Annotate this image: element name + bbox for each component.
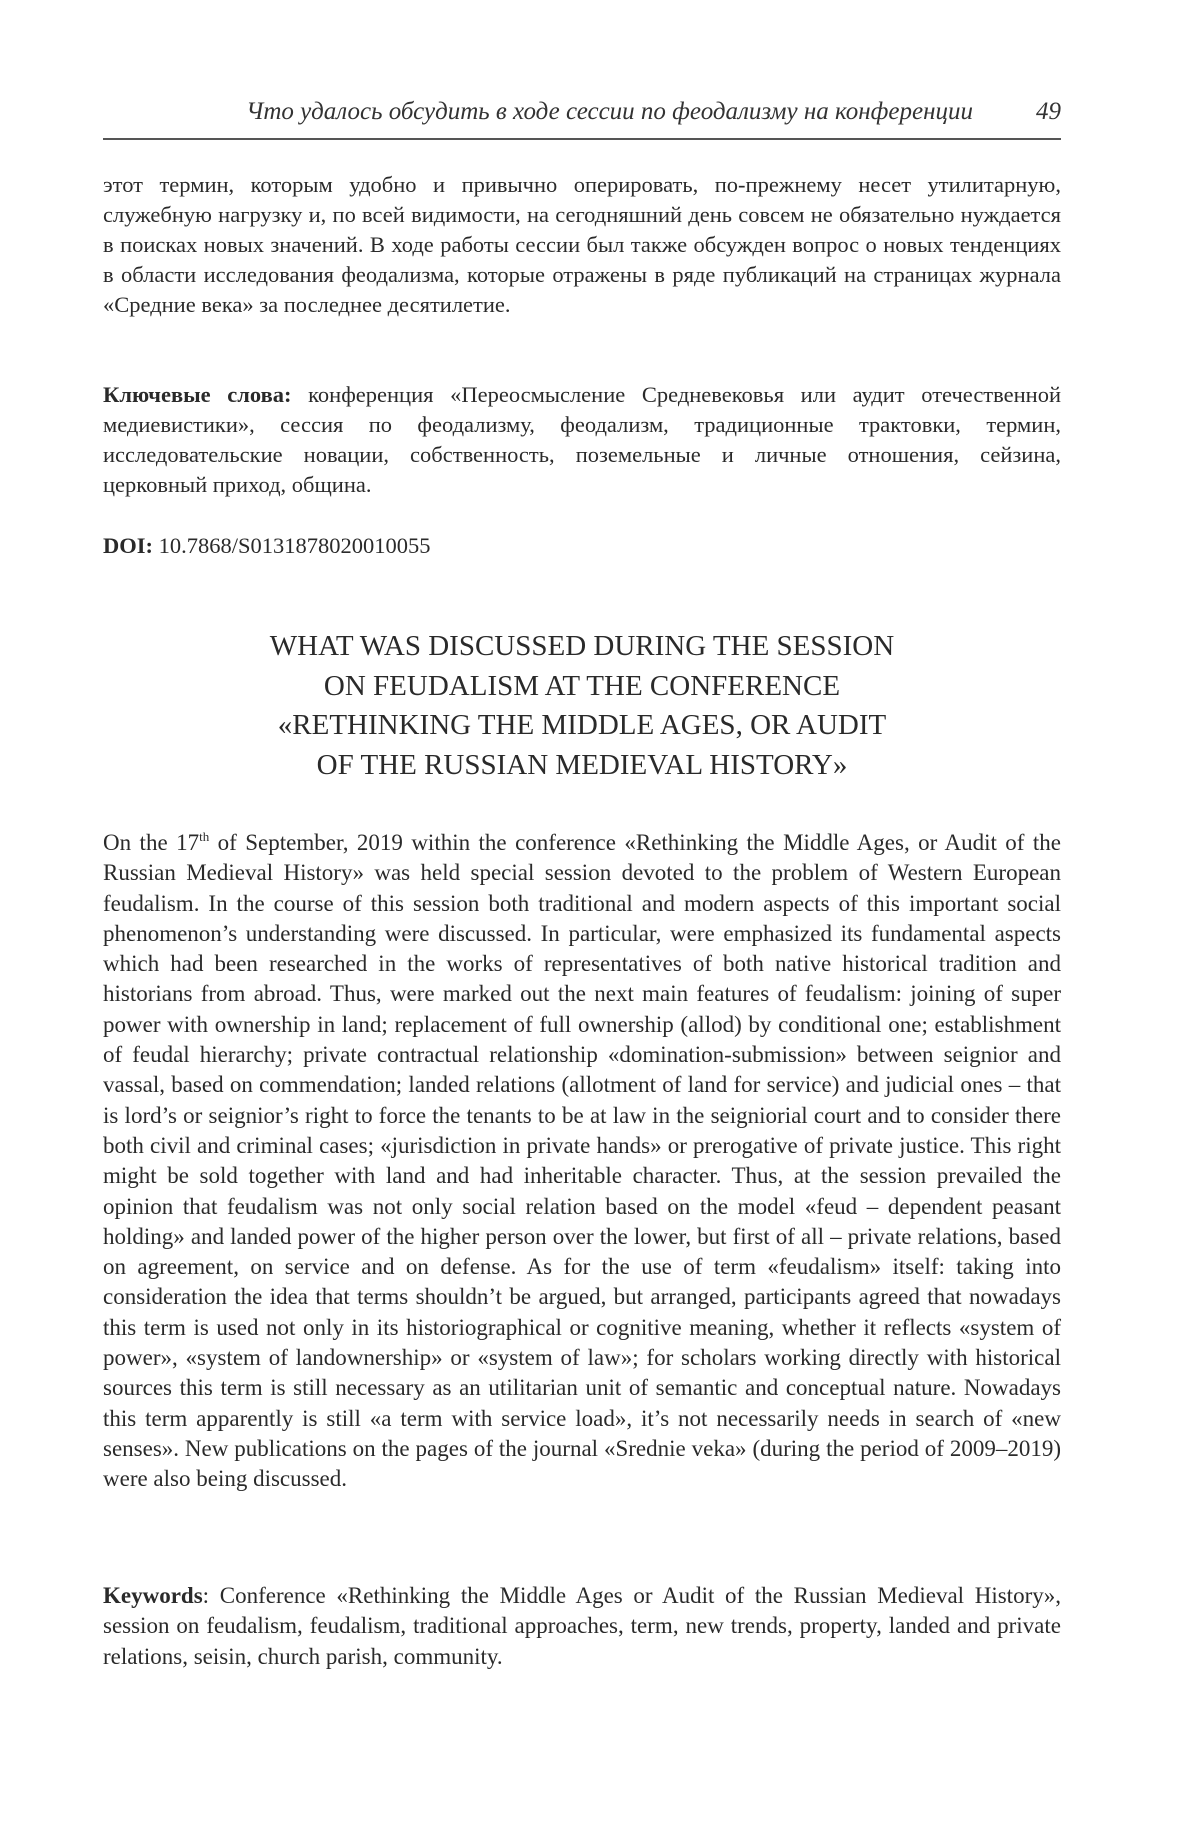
ru-keywords-label: Ключевые слова:: [103, 382, 292, 407]
abstract-lead: On the 17: [103, 830, 200, 855]
en-keywords-label: Keywords: [103, 1583, 203, 1608]
english-title-line: WHAT WAS DISCUSSED DURING THE SESSION: [269, 630, 895, 662]
running-title: Что удалось обсудить в ходе сессии по феодализму на конференции: [246, 98, 973, 125]
abstract-text: of September, 2019 within the conference «Rethinking the Middle Ages, or Audit of the Russian Medieval History» was held special session devoted to the problem of Western European feudalism. In the course of this session both traditional and modern aspects of this important social phenomenon’s understanding were discussed. In particular, were emphasized its fundamental aspects which had been researched in the works of representatives of both native historical tradition and historians from abroad. Thus, were marked out the next main features of feudalism: joining of super power with ownership in land; replacement of full ownership (allod) by conditional one; establishment of feudal hierarchy; private contractual relationship «domination-submission» between seignior and vassal, based on commendation; landed relations (allotment of land for service) and judicial ones – that is lord’s or seignior’s right to force the tenants to be at law in the seigniorial court and to consider there both civil and criminal cases; «jurisdiction in private hands» or prerogative of private justice. This right might be sold together with land and had inheritable character. Thus, at the session prevailed the opinion that feudalism was not only social relation based on the model «feud – dependent peasant holding» and landed power of the higher person over the lower, but first of all – private relations, based on agreement, on service and on defense. As for the use of term «feudalism» itself: taking into consideration the idea that terms shouldn’t be argued, but arranged, participants agreed that nowadays this term is used not only in its historiographical or cognitive meaning, whether it reflects «system of power», «system of landownership» or «system of law»; for scholars working directly with historical sources this term is still necessary as an utilitarian unit of semantic and conceptual nature. Nowadays this term apparently is still «a term with service load», it’s not necessarily needs in search of «new senses». New publications on the pages of the journal «Srednie veka» (during the period of 2009–2019) were also being discussed.: [103, 830, 1061, 1492]
ru-keywords-text: конференция «Переосмысление Средневековья или аудит отечественной медиевистики», сессия по феодализму, феодализм, традиционные трактовки, термин, исследовательские новации, собственность, поземельные и личные отношения, сейзина, церковный приход, община.: [103, 382, 1061, 497]
english-title-line: OF THE RUSSIAN MEDIEVAL HISTORY»: [316, 748, 848, 781]
ordinal-suffix: th: [199, 829, 210, 844]
doi-value: 10.7868/S0131878020010055: [153, 533, 431, 558]
doi-label: DOI:: [103, 533, 153, 558]
header-rule: [103, 138, 1061, 140]
english-title-line: ON FEUDALISM AT THE CONFERENCE: [323, 669, 841, 702]
ru-keywords: [103, 380, 1061, 500]
en-keywords-text: : Conference «Rethinking the Middle Ages or Audit of the Russian Medieval History», session on feudalism, feudalism, traditional approaches, term, new trends, property, landed and private relations, seisin, church parish, community.: [103, 1583, 1061, 1669]
ru-abstract-text: этот термин, которым удобно и привычно оперировать, по-прежнему несет утилитарную, служебную нагрузку и, по всей видимости, на сегодняшний день совсем не обязательно нуждается в поисках новых значений. В ходе работы сессии был также обсужден вопрос о новых тенденциях в области исследования феодализма, которые отражены в ряде публикаций на страницах журнала «Средние века» за последнее десятилетие.: [103, 172, 1061, 317]
page-number: 49: [1036, 98, 1061, 125]
english-keywords: [103, 1581, 1061, 1672]
english-title-line: «RETHINKING THE MIDDLE AGES, OR AUDIT: [277, 709, 887, 741]
running-header: [103, 98, 1061, 138]
english-title: [103, 627, 1061, 785]
doi: [103, 531, 1061, 561]
english-abstract: [103, 828, 1061, 1495]
